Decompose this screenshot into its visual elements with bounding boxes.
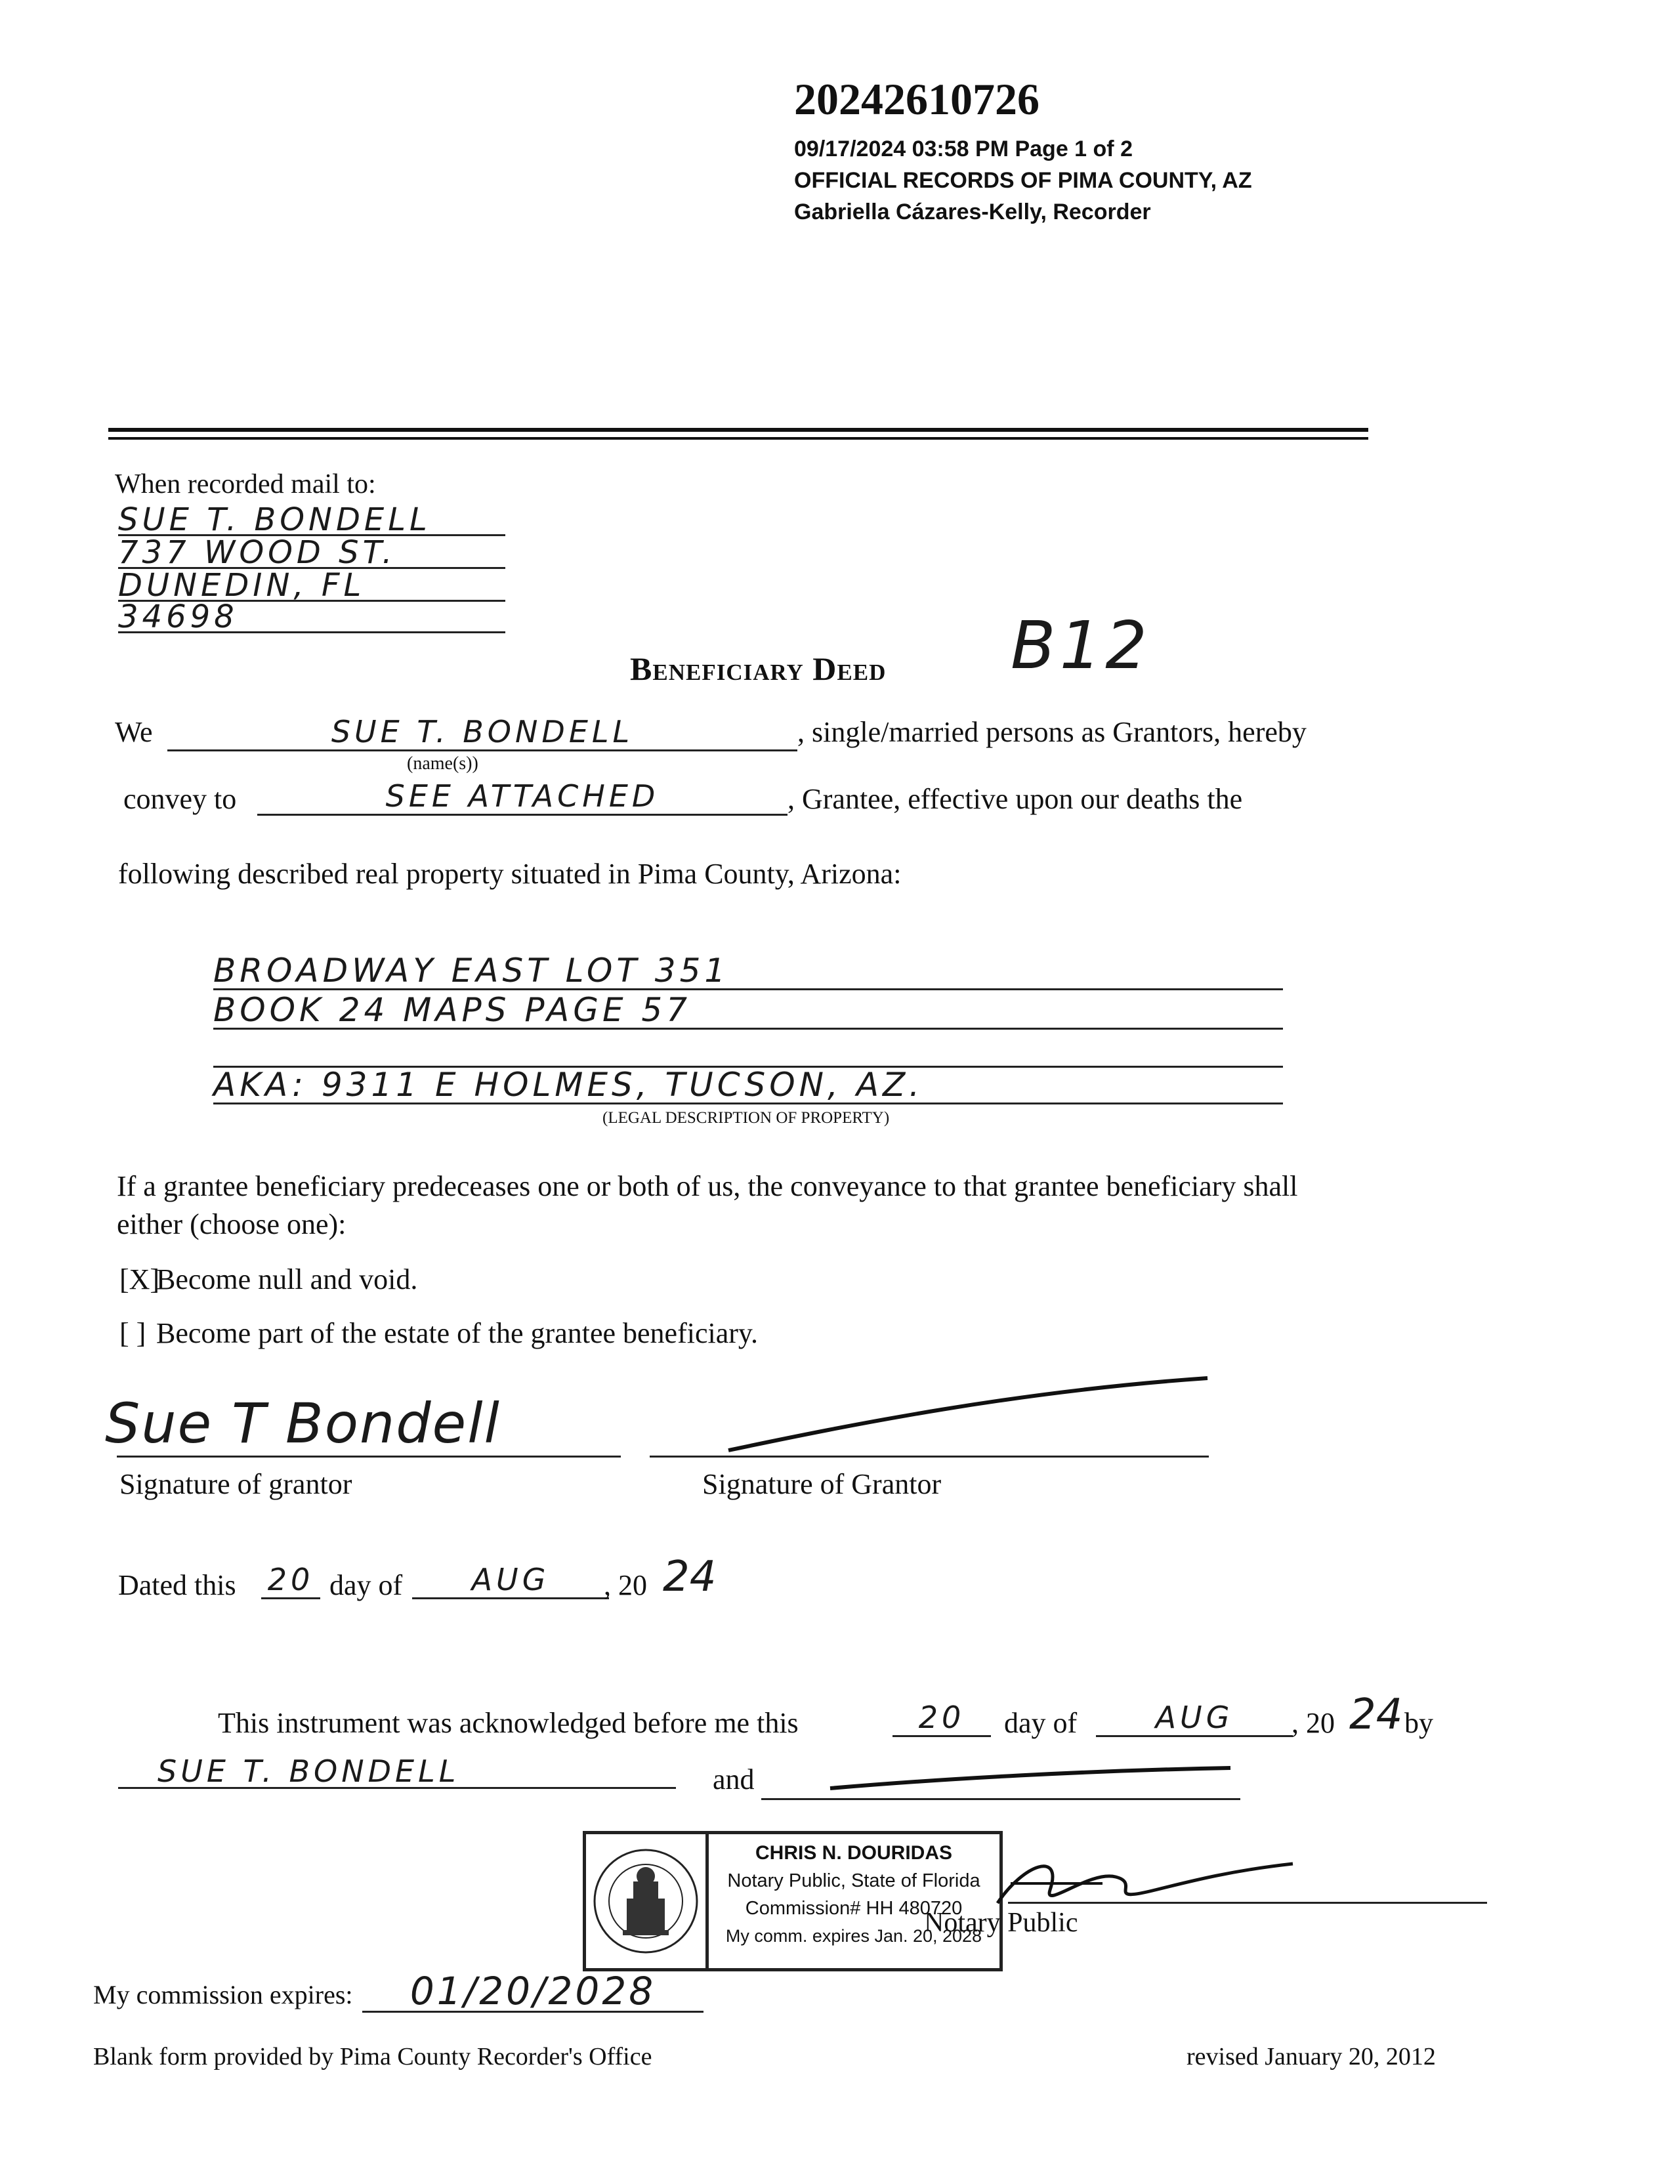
header-rule-top	[108, 428, 1368, 432]
ack-month: AUG	[1096, 1700, 1293, 1737]
notary-title: Notary Public, State of Florida	[727, 1870, 980, 1891]
legal-line-2: BOOK 24 MAPS PAGE 57	[213, 991, 1283, 1030]
ack-prefix: This instrument was acknowledged before me this	[218, 1707, 799, 1739]
mail-to-line-2: 737 WOOD ST.	[118, 534, 505, 569]
ack-person-2-strikethrough	[827, 1759, 1234, 1798]
grantor-2-strikethrough	[722, 1372, 1214, 1463]
notary-commission-number: Commission# HH 480720	[745, 1898, 963, 1919]
footer-left: Blank form provided by Pima County Recorder's Office	[93, 2043, 652, 2070]
grantor-2-label: Signature of Grantor	[702, 1468, 942, 1500]
ack-mid: day of	[1004, 1707, 1078, 1739]
mail-to-line-1: SUE T. BONDELL	[118, 501, 505, 536]
convey-label: convey to	[123, 783, 237, 815]
notary-stamp	[583, 1831, 1003, 1971]
ack-year-prefix: , 20	[1292, 1707, 1335, 1739]
recording-date-page: 09/17/2024 03:58 PM Page 1 of 2	[794, 136, 1133, 161]
ack-by: by	[1404, 1707, 1433, 1739]
mail-to-line-4: 34698	[118, 598, 505, 633]
mail-to-label: When recorded mail to:	[115, 469, 376, 499]
dated-day: 20	[261, 1562, 320, 1599]
recording-number: 20242610726	[794, 74, 1040, 124]
option-1-checkbox: [X]	[119, 1263, 160, 1295]
grantor-1-label: Signature of grantor	[119, 1468, 352, 1500]
dated-month: AUG	[412, 1562, 609, 1599]
grantor-1-signature-line	[117, 1456, 621, 1458]
we-label: We	[115, 716, 153, 748]
predecease-text-1: If a grantee beneficiary predeceases one or both of us, the conveyance to that grantee beneficiary shall	[117, 1170, 1298, 1202]
grantor-1-signature: Sue T Bondell	[105, 1391, 501, 1456]
grantee-suffix: , Grantee, effective upon our deaths the	[788, 783, 1243, 815]
legal-line-4: AKA: 9311 E HOLMES, TUCSON, AZ.	[213, 1066, 1283, 1104]
notary-name: CHRIS N. DOURIDAS	[755, 1842, 952, 1864]
commission-date: 01/20/2028	[362, 1969, 704, 2013]
dated-prefix: Dated this	[118, 1569, 236, 1601]
header-rule-bottom	[108, 437, 1368, 440]
commission-label: My commission expires:	[93, 1980, 353, 2009]
ack-person-1: SUE T. BONDELL	[118, 1754, 676, 1789]
recording-recorder: Gabriella Cázares-Kelly, Recorder	[794, 200, 1151, 224]
recording-office: OFFICIAL RECORDS OF PIMA COUNTY, AZ	[794, 168, 1252, 193]
grantor-2-signature-line	[650, 1456, 1209, 1458]
option-2-checkbox: [ ]	[119, 1317, 146, 1349]
deed-title: Beneficiary Deed	[630, 650, 887, 687]
option-1-label: Become null and void.	[156, 1263, 418, 1295]
grantor-suffix: , single/married persons as Grantors, hereby	[797, 716, 1307, 748]
dated-year-suffix: 24	[663, 1553, 717, 1601]
dated-mid: day of	[329, 1569, 403, 1601]
ack-person-2-line	[761, 1798, 1240, 1800]
grantee-name: SEE ATTACHED	[257, 778, 788, 816]
dated-year-prefix: , 20	[604, 1569, 647, 1601]
mail-to-line-3: DUNEDIN, FL	[118, 567, 505, 602]
property-intro: following described real property situated in Pima County, Arizona:	[118, 858, 902, 890]
names-caption: (name(s))	[407, 753, 478, 774]
footer-right: revised January 20, 2012	[1186, 2043, 1436, 2070]
ack-and: and	[713, 1763, 755, 1796]
notary-public-label: Notary Public	[924, 1908, 1078, 1938]
notary-stamp-expires: My comm. expires Jan. 20, 2028	[725, 1926, 982, 1946]
deed-code: B12	[1011, 607, 1151, 684]
predecease-text-2: either (choose one):	[117, 1208, 346, 1240]
grantor-names: SUE T. BONDELL	[167, 714, 797, 751]
legal-caption: (LEGAL DESCRIPTION OF PROPERTY)	[602, 1109, 890, 1127]
ack-day: 20	[892, 1700, 991, 1737]
notary-signature-line	[1008, 1902, 1487, 1904]
legal-line-1: BROADWAY EAST LOT 351	[213, 952, 1283, 990]
legal-line-3	[213, 1029, 1283, 1068]
notary-seal	[586, 1834, 709, 1968]
option-2-label: Become part of the estate of the grantee beneficiary.	[156, 1317, 759, 1349]
notary-seal-icon	[586, 1834, 705, 1968]
ack-year-suffix: 24	[1349, 1690, 1403, 1739]
